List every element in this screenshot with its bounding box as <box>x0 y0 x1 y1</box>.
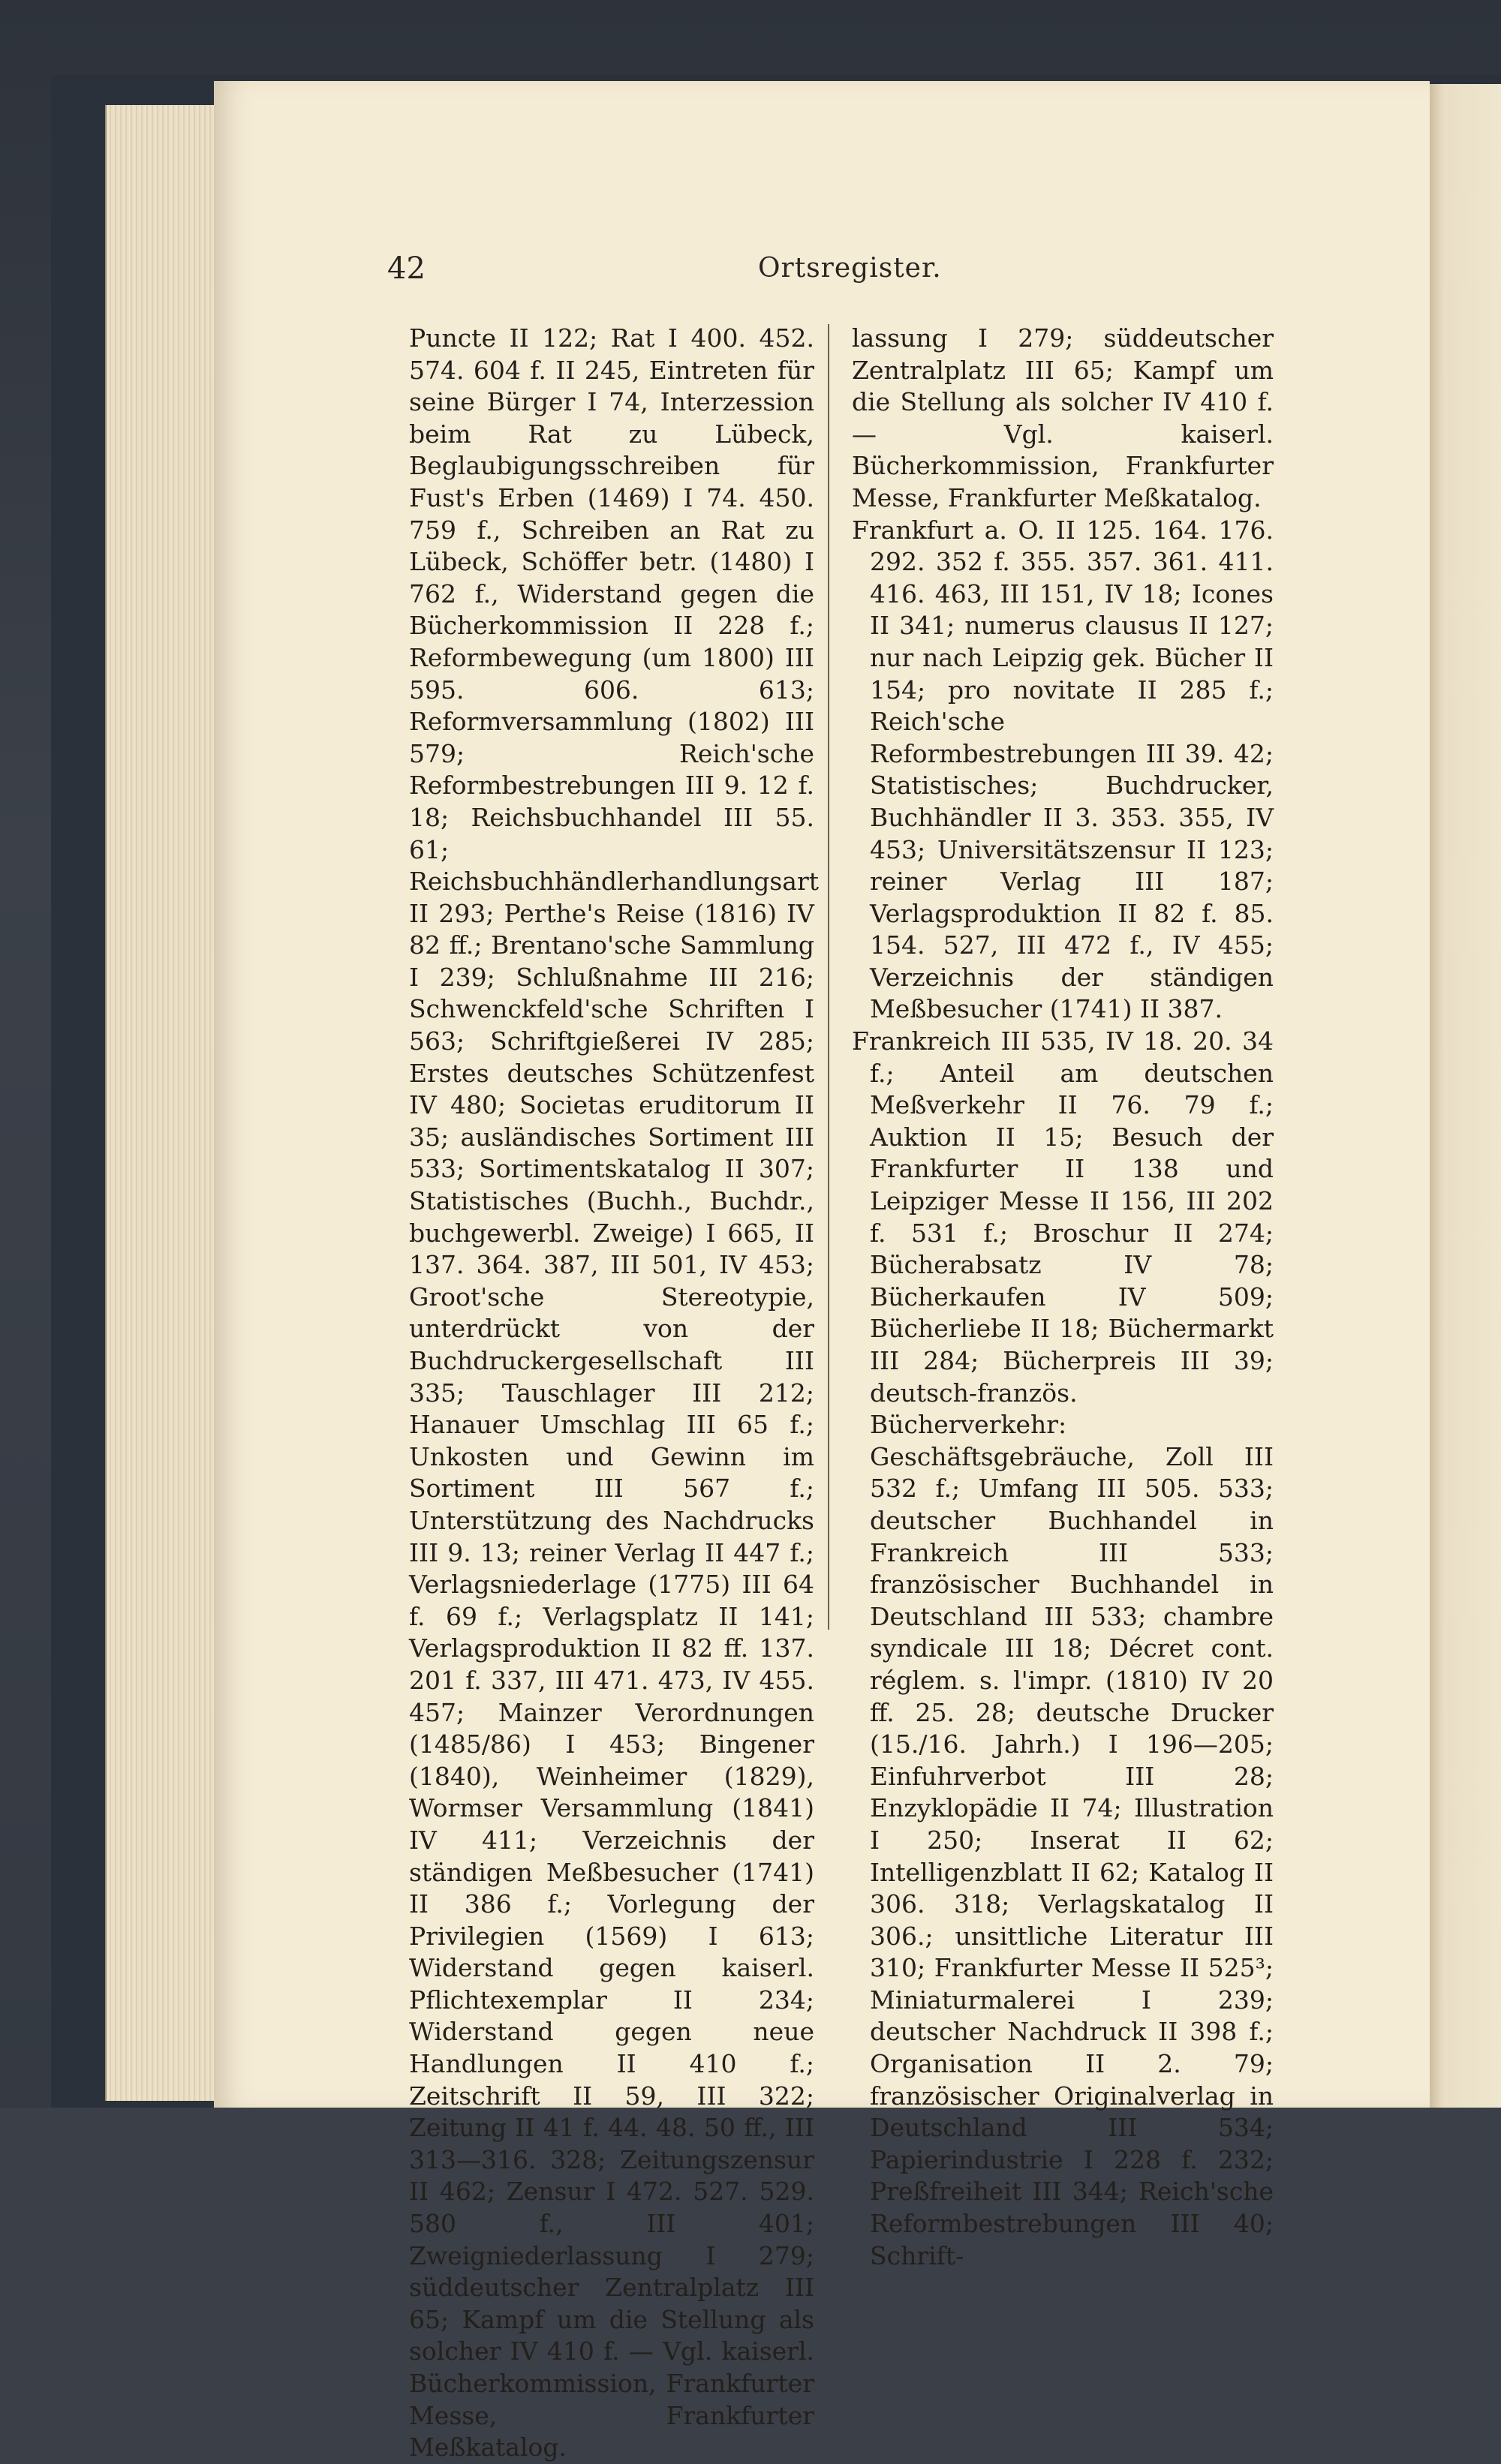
page-number: 42 <box>387 251 426 286</box>
index-entry-frankreich: Frankreich III 535, IV 18. 20. 34 f.; Anteil am deutschen Meßverkehr II 76. 79 f.; Auktion II 15; Besuch der Frankfurter II 138 und Leipziger Messe II 156, III 202 f. 531 f.; Broschur II 274; Bücherabsatz IV 78; Bücherkaufen IV 509; Bücherliebe II 18; Büchermarkt III 284; Bücherpreis III 39; deutsch-französ. Bücherverkehr: Geschäftsgebräuche, Zoll III 532 f.; Umfang III 505. 533; deutscher Buchhandel in Frankreich III 533; französischer Buchhandel in Deutschland III 533; chambre syndicale III 18; Décret cont. réglem. s. l'impr. (1810) IV 20 ff. 25. 28; deutsche Drucker (15./16. Jahrh.) I 196—205; Einfuhrverbot III 28; Enzyklopädie II 74; Illustration I 250; Inserat II 62; Intelligenzblatt II 62; Katalog II 306. 318; Verlagskatalog II 306.; unsittliche Literatur III 310; Frankfurter Messe II 525³; Miniaturmalerei I 239; deutscher Nachdruck II 398 f.; Organisation II 2. 79; französischer Originalverlag in Deutschland III 534; Papierindustrie I 228 f. 232; Preßfreiheit III 344; Reich'sche Reformbestrebungen III 40; Schrift- <box>852 1026 1274 2270</box>
column-divider <box>828 324 829 1630</box>
left-column <box>409 323 820 2464</box>
right-column <box>852 323 1274 2272</box>
running-head: Ortsregister. <box>758 253 942 284</box>
index-entry-frankfurt-oder: Frankfurt a. O. II 125. 164. 176. 292. 352 f. 355. 357. 361. 411. 416. 463, III 151, IV 18; Icones II 341; numerus clausus II 127; nur nach Leipzig gek. Bücher II 154; pro novitate II 285 f.; Reich'sche Reformbestrebungen III 39. 42; Statistisches; Buchdrucker, Buchhändler II 3. 353. 355, IV 453; Universitätszensur II 123; reiner Verlag III 187; Verlagsproduktion II 82 f. 85. 154. 527, III 472 f., IV 455; Verzeichnis der ständigen Meßbesucher (1741) II 387. <box>852 515 1274 1024</box>
right-column-continuation: lassung I 279; süddeutscher Zentralplatz III 65; Kampf um die Stellung als solcher IV 410 f. — Vgl. kaiserl. Bücherkommission, Frankfurter Messe, Frankfurter Meßkatalog. <box>852 323 1274 512</box>
next-page-edge <box>1430 84 1501 2108</box>
left-column-text: Puncte II 122; Rat I 400. 452. 574. 604 f. II 245, Eintreten für seine Bürger I 74, Interzession beim Rat zu Lübeck, Beglaubigungsschreiben für Fust's Erben (1469) I 74. 450. 759 f., Schreiben an Rat zu Lübeck, Schöffer betr. (1480) I 762 f., Widerstand gegen die Bücherkommission II 228 f.; Reformbewegung (um 1800) III 595. 606. 613; Reformversammlung (1802) III 579; Reich'sche Reformbestrebungen III 9. 12 f. 18; Reichsbuchhandel III 55. 61; Reichsbuchhändlerhandlungsart II 293; Perthe's Reise (1816) IV 82 ff.; Brentano'sche Sammlung I 239; Schlußnahme III 216; Schwenckfeld'sche Schriften I 563; Schriftgießerei IV 285; Erstes deutsches Schützenfest IV 480; Societas eruditorum II 35; ausländisches Sortiment III 533; Sortimentskatalog II 307; Statistisches (Buchh., Buchdr., buchgewerbl. Zweige) I 665, II 137. 364. 387, III 501, IV 453; Groot'sche Stereotypie, unterdrückt von der Buchdruckergesellschaft III 335; Tauschlager III 212; Hanauer Umschlag III 65 f.; Unkosten und Gewinn im Sortiment III 567 f.; Unterstützung des Nachdrucks III 9. 13; reiner Verlag II 447 f.; Verlagsniederlage (1775) III 64 f. 69 f.; Verlagsplatz II 141; Verlagsproduktion II 82 ff. 137. 201 f. 337, III 471. 473, IV 455. 457; Mainzer Verordnungen (1485/86) I 453; Bingener (1840), Weinheimer (1829), Wormser Versammlung (1841) IV 411; Verzeichnis der ständigen Meßbesucher (1741) II 386 f.; Vorlegung der Privilegien (1569) I 613; Widerstand gegen kaiserl. Pflichtexemplar II 234; Widerstand gegen neue Handlungen II 410 f.; Zeitschrift II 59, III 322; Zeitung II 41 f. 44. 48. 50 ff., III 313—316. 328; Zeitungszensur II 462; Zensur I 472. 527. 529. 580 f., III 401; Zweigniederlassung I 279; süddeutscher Zentralplatz III 65; Kampf um die Stellung als solcher IV 410 f. — Vgl. kaiserl. Bücherkommission, Frankfurter Messe, Frankfurter Meßkatalog. <box>409 323 820 2462</box>
page-edges <box>105 105 219 2101</box>
